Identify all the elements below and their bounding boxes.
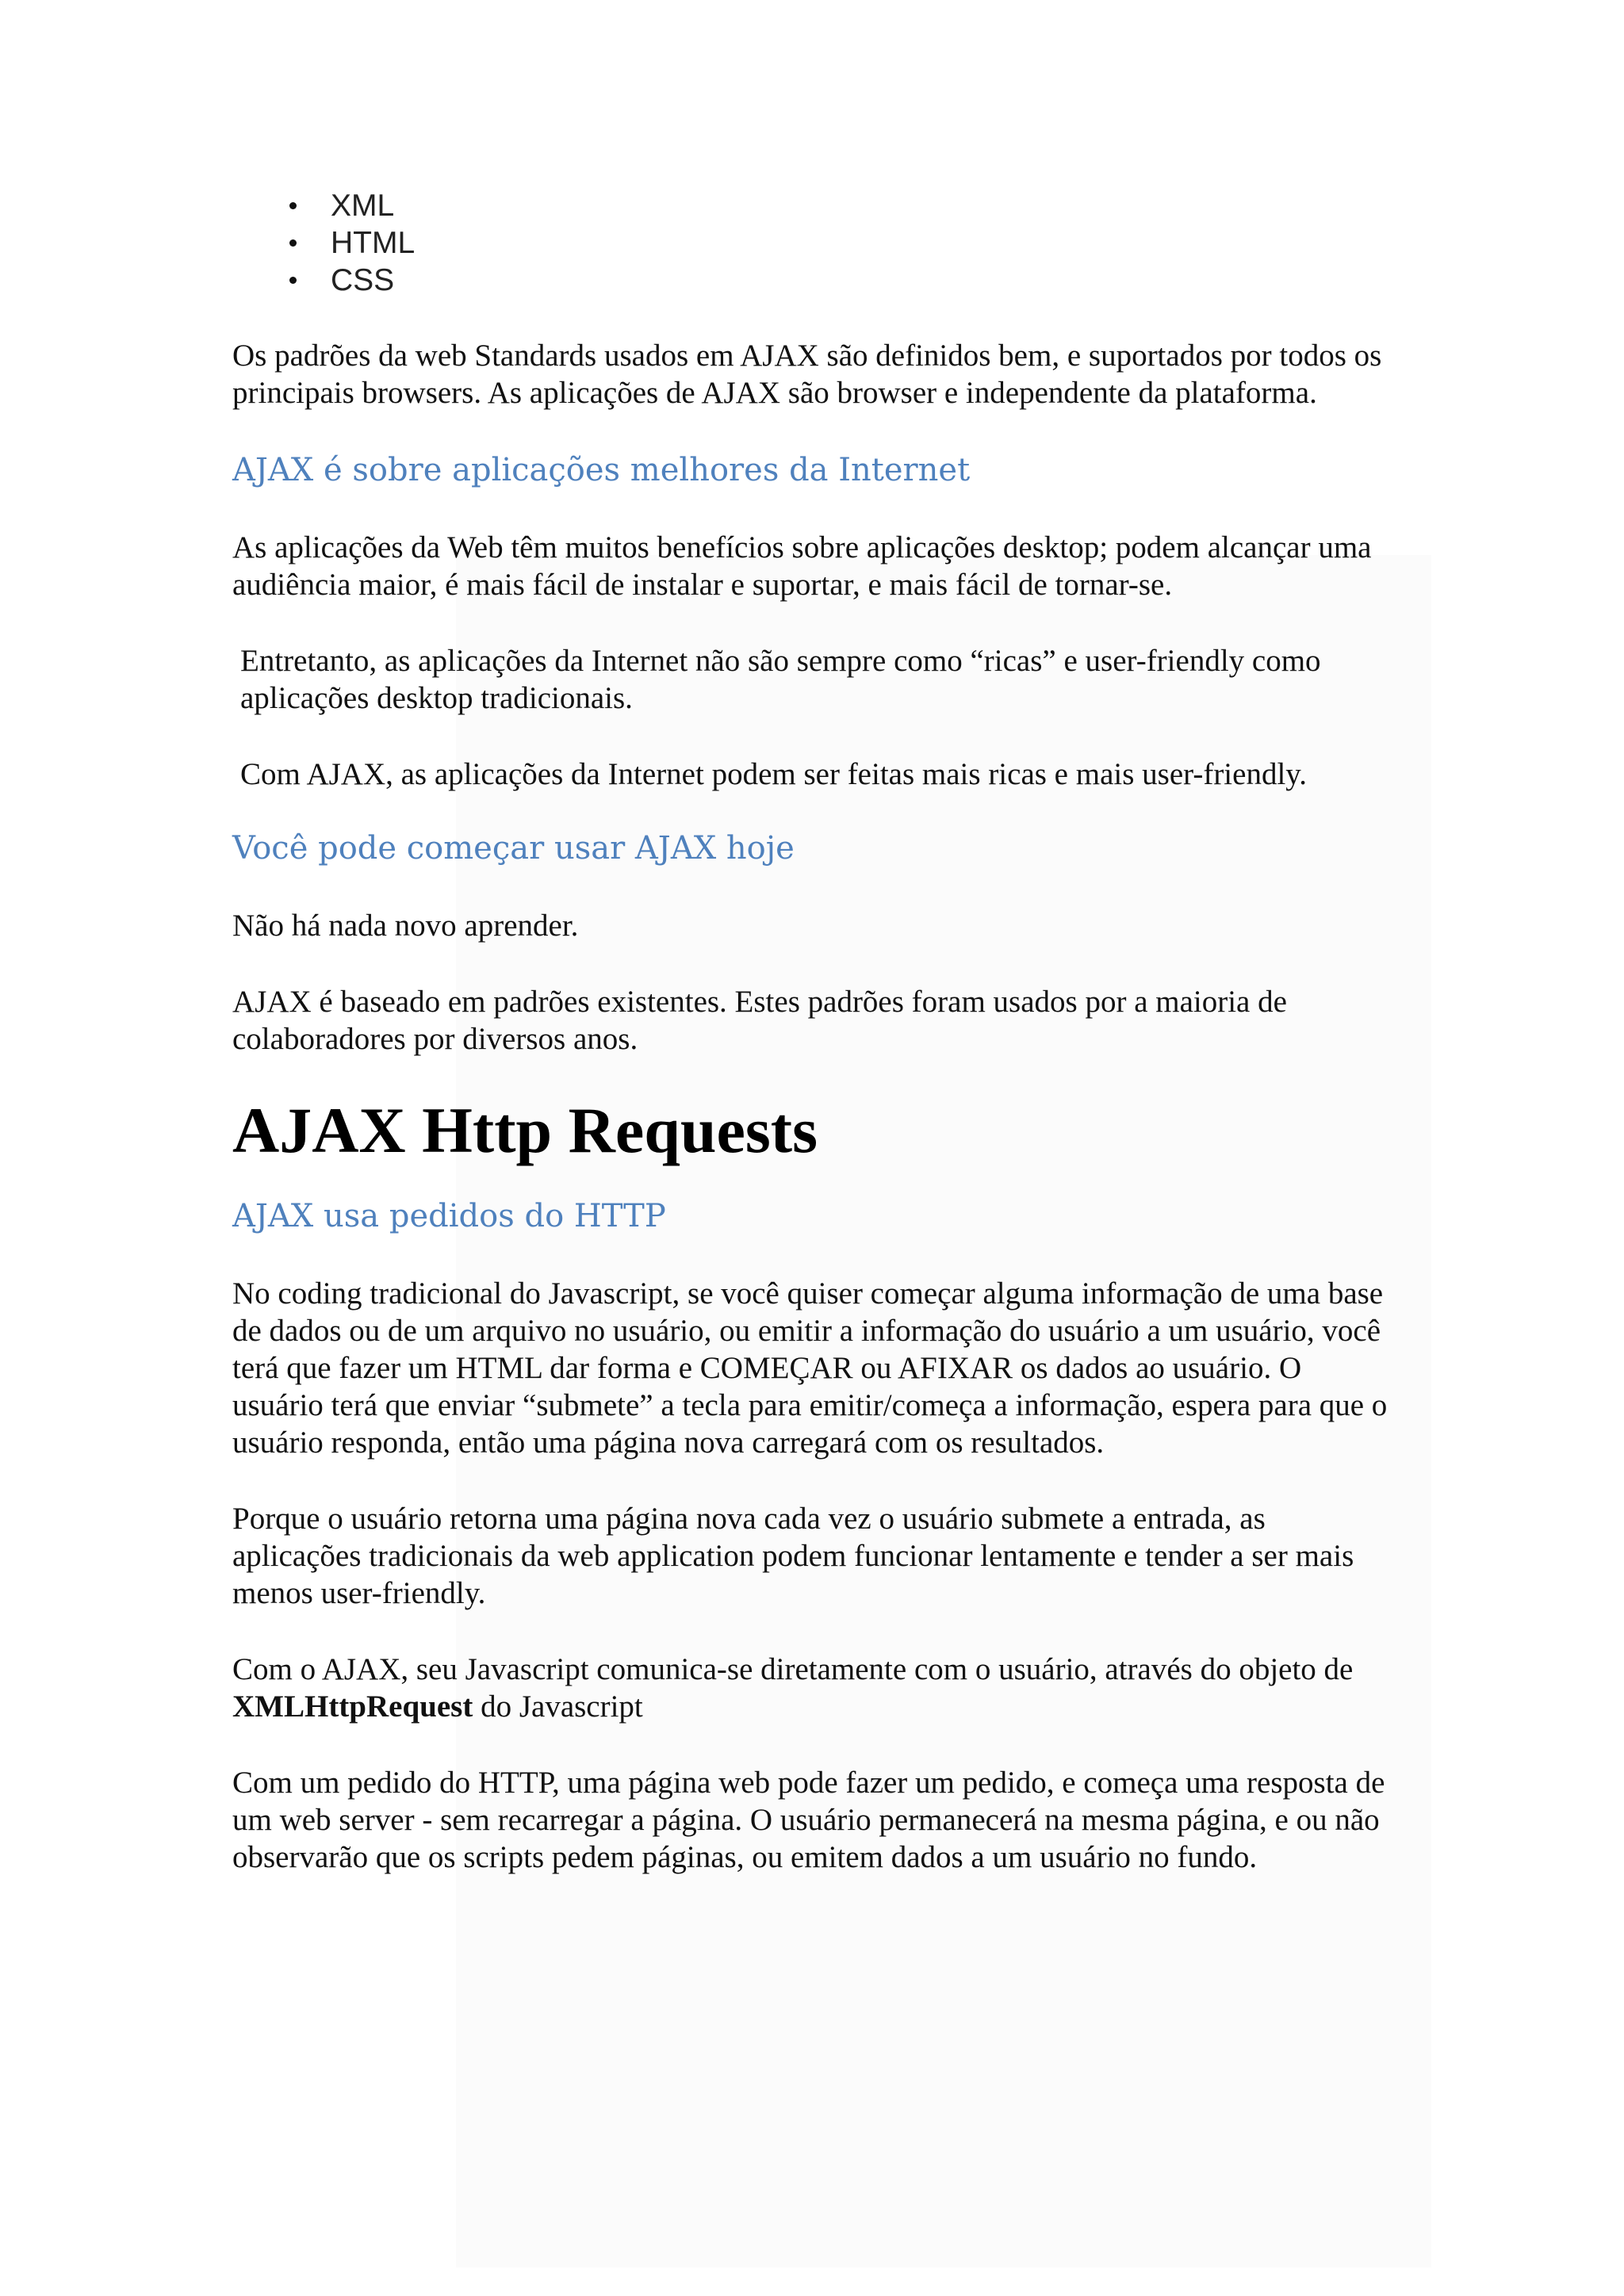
heading-start-today: Você pode começar usar AJAX hoje — [232, 830, 795, 867]
paragraph-http-request: Com um pedido do HTTP, uma página web pode fazer um pedido, e começa uma resposta de um web server - sem recarregar a página. O usuário permanecerá na mesma página, e ou não observarão que os scripts pedem páginas, ou emitem dados a um usuário no fundo. — [232, 1766, 1385, 1874]
paragraph-traditional: No coding tradicional do Javascript, se você quiser começar alguma informação de uma base de dados ou de um arquivo no usuário, ou emitir a informação do usuário a um usuário, você terá que fazer um HTML dar forma e COMEÇAR ou AFIXAR os dados ao usuário. O usuário terá que enviar “submete” a tecla para emitir/começa a informação, espera para que o usuário responda, então uma página nova carregará com os resultados. — [232, 1276, 1388, 1460]
paragraph-however: Entretanto, as aplicações da Internet não são sempre como “ricas” e user-friendly como aplicações desktop tradicionais. — [240, 644, 1321, 715]
xmlhttprequest-term: XMLHttpRequest — [232, 1689, 473, 1724]
paragraph-benefits: As aplicações da Web têm muitos benefícios sobre aplicações desktop; podem alcançar uma audiência maior, é mais fácil de instalar e suportar, e mais fácil de tornar-se. — [232, 530, 1372, 602]
document-body — [232, 187, 1398, 1876]
title-http-requests: AJAX Http Requests — [232, 1094, 818, 1166]
technology-list — [232, 187, 1398, 299]
paragraph-because: Porque o usuário retorna uma página nova cada vez o usuário submete a entrada, as aplicações tradicionais da web application podem funcionar lentamente e tender a ser mais menos user-friendly. — [232, 1502, 1354, 1610]
list-item — [232, 187, 1398, 224]
heading-uses-http: AJAX usa pedidos do HTTP — [232, 1198, 666, 1234]
list-item-label: HTML — [331, 226, 416, 260]
bullet-icon — [289, 277, 297, 284]
paragraph-nothing-new: Não há nada novo aprender. — [232, 909, 579, 943]
list-item — [232, 262, 1398, 299]
bullet-icon — [289, 239, 297, 247]
paragraph-xhr-before: Com o AJAX, seu Javascript comunica-se diretamente com o usuário, através do objeto de — [232, 1652, 1354, 1686]
list-item — [232, 224, 1398, 262]
paragraph-with-ajax: Com AJAX, as aplicações da Internet podem ser feitas mais ricas e mais user-friendly. — [240, 757, 1308, 791]
paragraph-based-on: AJAX é baseado em padrões existentes. Estes padrões foram usados por a maioria de colaboradores por diversos anos. — [232, 985, 1287, 1056]
list-item-label: CSS — [331, 263, 395, 297]
bullet-icon — [289, 202, 297, 209]
paragraph-standards: Os padrões da web Standards usados em AJAX são definidos bem, e suportados por todos os principais browsers. As aplicações de AJAX são browser e independente da plataforma. — [232, 339, 1382, 410]
paragraph-xhr — [232, 1651, 1398, 1725]
paragraph-xhr-after: do Javascript — [473, 1689, 643, 1724]
list-item-label: XML — [331, 189, 395, 223]
heading-better-apps: AJAX é sobre aplicações melhores da Internet — [232, 452, 971, 488]
